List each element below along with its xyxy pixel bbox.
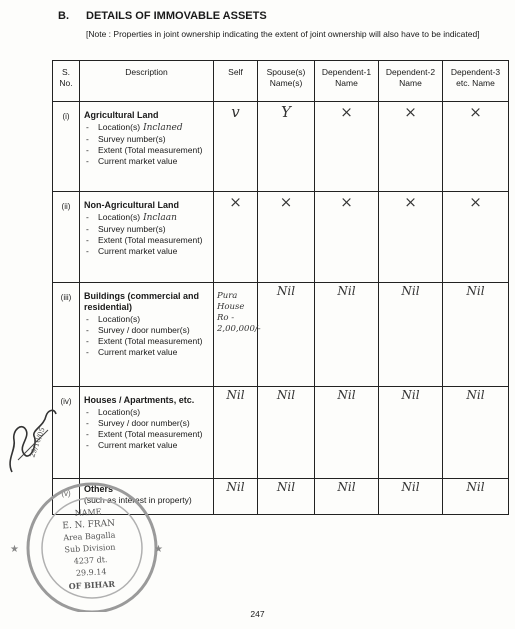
immovable-assets-table: [52, 60, 509, 515]
header-sno: S. No.: [53, 61, 80, 102]
header-description: Description: [80, 61, 214, 102]
row-description: [80, 192, 214, 283]
list-item: - Current market value: [84, 246, 211, 257]
list-item: - Current market value: [84, 347, 211, 358]
signature-icon: [4, 400, 64, 480]
list-item: - Location(s): [84, 407, 211, 418]
mark-dependent-1: ×: [315, 102, 379, 192]
handwritten-location: Inclaned: [143, 123, 183, 133]
mark-self: ×: [214, 192, 258, 283]
mark-dependent-3: Nil: [443, 479, 509, 515]
row-sno: (v): [53, 479, 80, 515]
list-item: - Survey number(s): [84, 224, 211, 235]
mark-self: v: [214, 102, 258, 192]
list-item: - Extent (Total measurement): [84, 336, 211, 347]
mark-self: Nil: [214, 387, 258, 479]
table-row: [53, 102, 509, 192]
row-subtitle: (such as interest in property): [84, 495, 192, 505]
row-title: Others: [84, 484, 114, 494]
list-item: - Extent (Total measurement): [84, 145, 211, 156]
mark-dependent-2: Nil: [379, 387, 443, 479]
svg-text:★: ★: [10, 544, 19, 555]
list-item: - Survey number(s): [84, 134, 211, 145]
mark-dependent-1: ×: [315, 192, 379, 283]
header-dependent-1: Dependent-1 Name: [315, 61, 379, 102]
section-number: B.: [58, 10, 69, 22]
table-row: [53, 387, 509, 479]
mark-dependent-2: ×: [379, 192, 443, 283]
table-header-row: [53, 61, 509, 102]
row-title: Buildings (commercial and residential): [84, 291, 200, 312]
header-spouse: Spouse(s) Name(s): [258, 61, 315, 102]
list-item: - Extent (Total measurement): [84, 429, 211, 440]
mark-spouse: Nil: [258, 283, 315, 387]
row-title: Non-Agricultural Land: [84, 200, 179, 210]
list-item: - Survey / door number(s): [84, 325, 211, 336]
list-item: - Location(s): [84, 314, 211, 325]
mark-spouse: Y: [258, 102, 315, 192]
list-item: - Current market value: [84, 156, 211, 167]
handwritten-building-self: Pura House Ro - 2,00,000/-: [214, 283, 258, 387]
mark-dependent-3: ×: [443, 102, 509, 192]
svg-text:★: ★: [154, 544, 163, 555]
header-dependent-3: Dependent-3 etc. Name: [443, 61, 509, 102]
list-item: - Survey / door number(s): [84, 418, 211, 429]
section-note: [Note : Properties in joint ownership indicating the extent of joint ownership will also have to be indicated]: [86, 29, 480, 39]
mark-dependent-3: ×: [443, 192, 509, 283]
list-item: - Location(s) Inclaned: [84, 122, 211, 134]
page-number: 247: [250, 609, 265, 619]
mark-dependent-1: Nil: [315, 479, 379, 515]
seal-text: [40, 505, 140, 594]
mark-dependent-3: Nil: [443, 387, 509, 479]
seal-line: E. N. FRAN: [62, 518, 116, 532]
table-row: [53, 283, 509, 387]
seal-line: Area Bagalla: [63, 530, 116, 543]
mark-dependent-2: ×: [379, 102, 443, 192]
mark-dependent-2: Nil: [379, 283, 443, 387]
mark-self: Nil: [214, 479, 258, 515]
row-sno: (ii): [53, 192, 80, 283]
handwritten-location: Inclaan: [143, 213, 177, 223]
row-title: Houses / Apartments, etc.: [84, 395, 195, 405]
list-item: - Extent (Total measurement): [84, 235, 211, 246]
seal-line: OF BIHAR: [68, 578, 116, 592]
list-item: - Location(s) Inclaan: [84, 212, 211, 224]
mark-dependent-1: Nil: [315, 387, 379, 479]
list-item: - Current market value: [84, 440, 211, 451]
mark-spouse: Nil: [258, 387, 315, 479]
row-title: Agricultural Land: [84, 110, 159, 120]
row-sno: (iii): [53, 283, 80, 387]
mark-dependent-1: Nil: [315, 283, 379, 387]
mark-dependent-2: Nil: [379, 479, 443, 515]
header-self: Self: [214, 61, 258, 102]
row-description: [80, 283, 214, 387]
section-title: DETAILS OF IMMOVABLE ASSETS: [86, 10, 267, 22]
row-sno: (i): [53, 102, 80, 192]
section-heading: [58, 10, 267, 22]
row-sno: (iv): [53, 387, 80, 479]
row-description: [80, 102, 214, 192]
table-row: [53, 192, 509, 283]
seal-line: 4237 dt.: [73, 555, 108, 566]
mark-spouse: ×: [258, 192, 315, 283]
row-description: [80, 387, 214, 479]
seal-line: 29.9.14: [75, 567, 107, 578]
mark-spouse: Nil: [258, 479, 315, 515]
signature-date: 29/10/05: [28, 426, 47, 459]
seal-line: Sub Division: [64, 542, 116, 555]
seal-line: NAME: [74, 507, 102, 518]
header-dependent-2: Dependent-2 Name: [379, 61, 443, 102]
mark-dependent-3: Nil: [443, 283, 509, 387]
